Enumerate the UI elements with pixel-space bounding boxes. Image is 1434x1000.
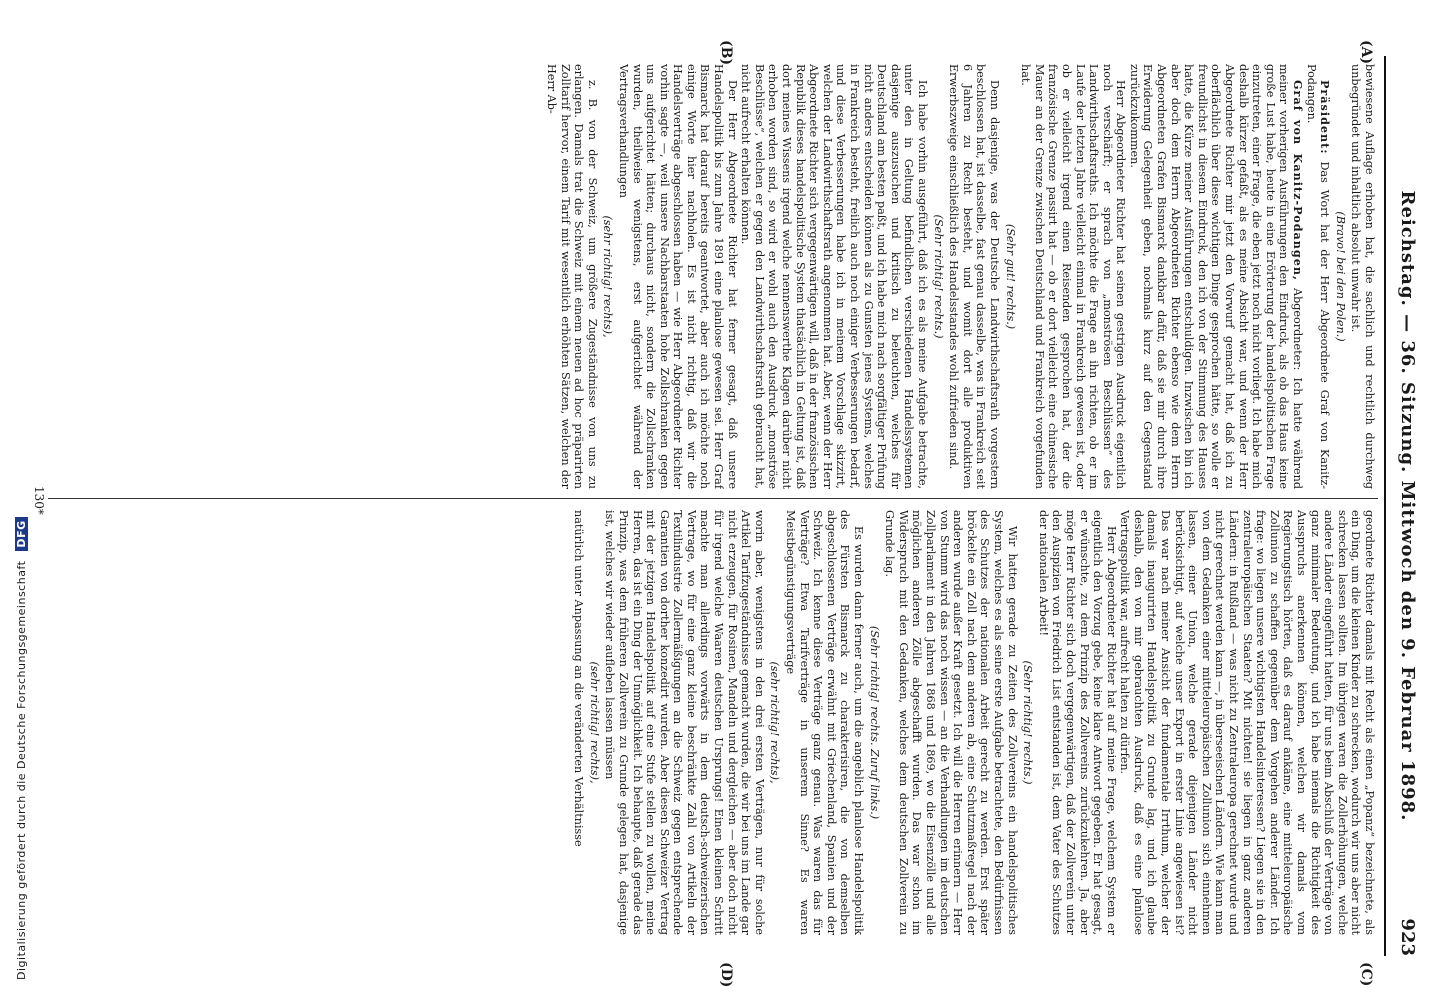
page-number: 923 <box>1397 918 1418 956</box>
margin-marker-a: (A) <box>1358 40 1374 65</box>
paragraph: Ich habe vorhin ausgeführt, daß ich es als meine Aufgabe betrachte, unter den in Geltung befindlichen verschiedenen Handelssystemen dasjenige auszusuchen und kritisch zu beleuchten, welches für Deutschland am besten paßt, und ich habe mich nach sorgfältiger Prüfung nicht anders entscheiden können als zu Gunsten jenes Systems, welches in Frankreich besteht, freilich auch noch einiger Verbesserungen bedarf, und diese Verbesserungen habe ich in meinem Vorschlage skizzirt, welchen der Landwirthschaftsrath angenommen hat. Aber, wenn der Herr Abgeordnete Richter sich vergegenwärtigen will, daß in der französischen Republik dieses handelspolitische System thatsächlich in Geltung ist, daß dort meines Wissens irgend welche nennenswerthe Klagen darüber nicht erhoben worden sind, so wird er wohl auch den Ausdruck „monströse Beschlüsse“, welchen er gegen den Landwirthschaftsrath gebraucht hat, nicht aufrecht erhalten können. <box>739 64 929 489</box>
interjection: (Sehr richtig! rechts.) <box>931 214 945 339</box>
speaker-paragraph <box>1127 64 1304 489</box>
header-title: Reichstag. — 36. Sitzung. Mittwoch den 9. Februar 1898. <box>1397 190 1418 822</box>
dfg-logo: DFG <box>15 517 28 550</box>
left-column <box>56 64 1376 489</box>
interjection: (sehr richtig! rechts), <box>601 215 615 338</box>
speech-text: Das Wort hat der Herr Abgeordnete Graf von Kanitz-Podangen. <box>1304 64 1332 489</box>
paragraph: worin aber, wenigstens in den drei ersten Verträgen, nur für solche Artikel Tarifzugeständnisse gemacht wurden, die wir bei uns im Lande gar nicht erzeugen, für Rosinen, Mandeln und dergleichen — aber doch nicht für irgend welche Waaren deutschen Ursprungs! Einen kleinen Schritt machte man allerdings vorwärts in dem deutsch-schweizerischen Vertrage, wo für eine ganz kleine beschränkte Zahl von Artikeln der Textilindustrie Zollermäßigungen an die Schweiz gegen entsprechende Garantien von dorther konzedirt wurden. Aber diesen Schweizer Vertrag mit der jetzigen Handelspolitik auf eine Stufe stellen zu wollen, meine Herren, das ist ein Ding der Unmöglichkeit. Ich behaupte, daß gerade das Prinzip, was dem früheren Zollverein zu Grunde gelegen hat, dasjenige ist, welches wir wieder aufleben lassen müssen <box>603 510 766 935</box>
digitization-credit <box>15 30 28 980</box>
interjection: (Sehr richtig! rechts.) <box>1021 660 1035 785</box>
interjection: (sehr richtig! rechts), <box>587 661 601 784</box>
interjection: (sehr richtig! rechts), <box>768 661 782 784</box>
speaker-name: Präsident: <box>1318 80 1333 155</box>
paragraph: bewiesene Auflage erhoben hat, die sachlich und rechtlich durchweg unbegründet und inhaltlich absolut unwahr ist. <box>1349 64 1376 489</box>
margin-marker-d: (D) <box>718 962 734 988</box>
paragraph: Herr Abgeordneter Richter hat auf meine Frage, welchem System er eigentlich den Vorzug gebe, keine klare Antwort gegeben. Er hat gesagt, er wünschte, zu dem Prinzip des Zollvereins zurückzukehren. Ja, aber möge Herr Richter sich doch vergegenwärtigen, daß der Zollverein unter den Auspizien von Friedrich List entstanden ist, dem Vater des Schutzes der nationalen Arbeit! <box>1036 510 1118 935</box>
right-column <box>56 510 1376 935</box>
paragraph: natürlich unter Anpassung an die veränderten Verhältnisse <box>572 510 586 847</box>
sheet-number: 130* <box>32 486 46 515</box>
interjection: (Bravo! bei den Polen.) <box>1333 211 1347 342</box>
column-divider <box>48 498 1378 499</box>
margin-marker-c: (C) <box>1358 962 1374 987</box>
credit-text: Digitalisierung gefördert durch die Deutsche Forschungsgemeinschaft <box>15 560 28 980</box>
speech-text: Abgeordneter: Ich hatte während meiner vorherigen Ausführungen den Eindruck, als ob das Haus keine große Lust habe, heute in eine Erörterung der handelspolitischen Frage einzutreten, einer Frage, die eben jetzt noch nicht vorliegt. Ich habe mich deshalb kürzer gefaßt, als es meine Absicht war, und wenn der Herr Abgeordnete Richter mir jetzt den Vorwurf gemacht hat, daß ich zu oberflächlich über diese wichtigen Dinge gesprochen hätte, so wolle er freundlichst in diesem Eindruck, den ich von der Stimmung des Hauses hatte, die Kürze meiner Ausführungen entschuldigen. Inzwischen bin ich aber doch dem Herrn Abgeordneten Richter ebenso wie dem Herrn Abgeordneten Grafen Bismarck dankbar dafür, daß sie mir durch ihre Erwiderung Gelegenheit geben, nochmals kurz auf den Gegenstand zurückzukommen. <box>1127 64 1305 489</box>
paragraph: Wir hatten gerade zu Zeiten des Zollvereins ein handelspolitisches System, welches es als seine erste Aufgabe betrachtete, den Bedürfnissen des Schutzes der nationalen Arbeit gerecht zu werden. Erst später bröckelte ein Zoll nach dem anderen ab, eine Schutzmaßregel nach der anderen wurde außer Kraft gesetzt. Ich will die Herren erinnern — Herr von Stumm wird das noch wissen — an die Verhandlungen im deutschen Zollparlament in den Jahren 1868 und 1869, wo die Eisenzölle und alle möglichen anderen Zölle abgeschafft wurden. Das war schon im Widerspruch mit den Gedanken, welches dem deutschen Zollverein zu Grunde lag. <box>883 510 1019 935</box>
interjection: (Sehr gut! rechts.) <box>1003 223 1017 330</box>
paragraph: geordnete Richter damals mit Recht als einen „Popanz“ bezeichnete, als ein Ding, um die kleinen Kinder zu schrecken, wodurch wir uns aber nicht schrecken lassen sollten. Im übrigen waren die Zollerhöhungen, welche andere Länder eingeführt hatten, für uns beim Abschluß der Verträge von ganz minimaler Bedeutung, und ich habe niemals die Richtigkeit des Ausspruchs anerkennen können, welchen wir damals vom Regierungstisch hörten, daß es darauf ankäme, eine mitteleuropäische Zollunion zu schaffen gegenüber dem Vorgehen anderer Länder. Ich frage: wo liegen unsere wichtigsten Handelsinteressen? Liegen sie in den zentraleuropäischen Staaten? Mit nichten! sie liegen in ganz anderen Ländern: in Rußland — was nicht zu Zentraleuropa gerechnet wurde und nicht gerechnet werden kann —, in überseeischen Ländern. Wie kann man von dem Gedanken einer mitteleuropäischen Zollunion sich einnehmen lassen, einer Union, welche gerade diejenigen Länder nicht berücksichtigt, auf welche unser Export in erster Linie angewiesen ist? Das war nach meiner Ansicht der fundamentale Irrthum, welcher der damals inaugurirten Handelspolitik zu Grunde lag, und ich glaube deshalb, den von mir gebrauchten Ausdruck, daß es eine planlose Vertragspolitik war, aufrecht halten zu dürfen. <box>1118 510 1376 935</box>
paragraph: z. B. von der Schweiz, um größere Zugeständnisse von uns zu erlangen. Damals trat die Schweiz mit einem neuen ad hoc präparirten Zolltarif hervor, einem Tarif mit wesentlich erhöhten Sätzen, welchen der Herr Ab- <box>544 64 599 489</box>
margin-marker-b: (B) <box>718 40 734 66</box>
paragraph: Der Herr Abgeordnete Richter hat ferner gesagt, daß unsere Handelspolitik bis zum Jahre 1891 eine planlose gewesen sei. Herr Graf Bismarck hat darauf bereits geantwortet, aber auch ich möchte noch einige Worte hier nachholen. Es ist nicht richtig, daß wir die Handelsverträge abgeschlossen haben — wie Herr Abgeordneter Richter vorhin sagte —, weil unsere Nachbarstaaten hohe Zollschranken gegen uns aufgerichtet hätten; durchaus nicht, sondern die Zollschranken wurden, theilweise wenigstens, erst aufgerichtet während der Vertragsverhandlungen <box>616 64 739 489</box>
paragraph: Denn dasjenige, was der Deutsche Landwirthschaftsrath vorgestern beschlossen hat, ist dasselbe, fast genau dasselbe, was in Frankreich seit 6 Jahren zu Recht besteht, und womit dort alle produktiven Erwerbszweige einschließlich des Handelsstandes wohl zufrieden sind. <box>947 64 1001 489</box>
paragraph: Es wurden dann ferner auch, um die angeblich planlose Handelspolitik des Fürsten Bismarck zu charakterisiren, die von demselben abgeschlossenen Verträge erwähnt mit Griechenland, Spanien und der Schweiz. Ich kenne diese Verträge ganz genau. Was waren das für Verträge? Etwa Tarifverträge in unserem Sinne? Es waren Meistbegünstigungsverträge <box>784 510 866 935</box>
speaker-name: Graf von Kanitz-Podangen, <box>1291 80 1306 281</box>
page-header <box>1384 56 1422 956</box>
paragraph: Herr Abgeordneter Richter hat seinen gestrigen Ausdruck eigentlich noch verschärft; er sprach von „monströsen Beschlüssen“ des Landwirthschaftsraths. Ich möchte die Frage an ihn richten, ob er im Laufe der letzten Jahre vielleicht einmal in Frankreich gewesen ist, oder ob er vielleicht irgend einen Reisenden gesprochen hat, der die französische Grenze passirt hat — ob er dort vielleicht eine chinesische Mauer an der Grenze zwischen Deutschland und Frankreich vorgefunden hat. <box>1019 64 1128 489</box>
interjection: (Sehr richtig! rechts. Zuruf links.) <box>867 625 881 820</box>
speaker-paragraph <box>1304 64 1331 489</box>
